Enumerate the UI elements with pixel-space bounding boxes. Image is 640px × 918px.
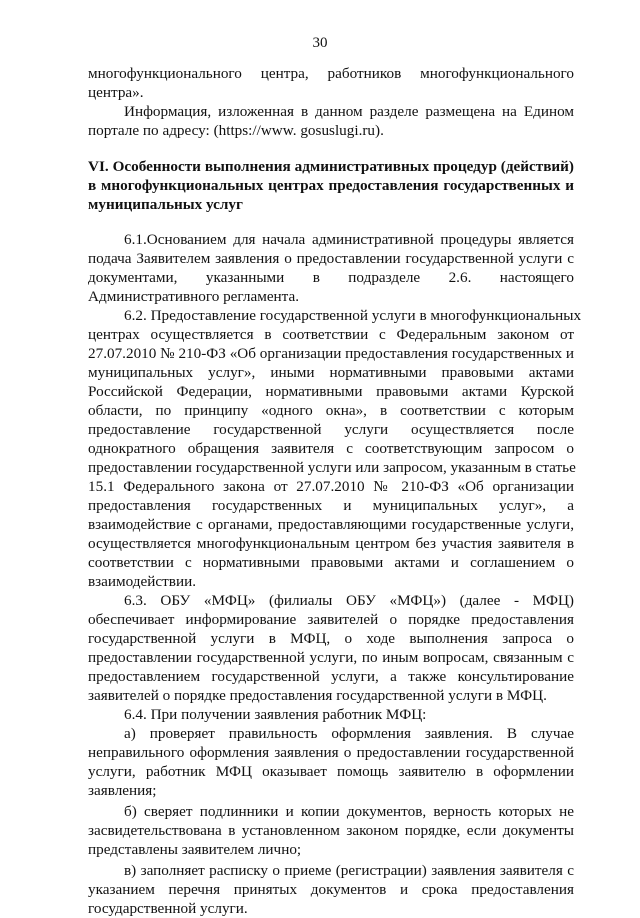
text-line: предоставлении государственной услуги или запросом, указанным в статье bbox=[88, 459, 576, 476]
text-line: неправильного оформления заявления о предоставлении государственной bbox=[88, 744, 574, 761]
text-line: б) сверяет подлинники и копии документов, верность которых не bbox=[124, 803, 574, 820]
text-line: обеспечивает информирование заявителей о порядке предоставления bbox=[88, 611, 574, 628]
text-line: государственной услуги в МФЦ, о ходе выполнения запроса о bbox=[88, 630, 574, 647]
text-line: портале по адресу: (https://www. gosuslugi.ru). bbox=[88, 122, 384, 139]
text-line: 6.3. ОБУ «МФЦ» (филиалы ОБУ «МФЦ») (далее - МФЦ) bbox=[124, 592, 574, 609]
text-line: заявления; bbox=[88, 782, 157, 799]
text-line: 27.07.2010 № 210-ФЗ «Об организации предоставления государственных и bbox=[88, 345, 574, 362]
text-line: области, по принципу «одного окна», в соответствии с которым bbox=[88, 402, 574, 419]
text-line: центрах осуществляется в соответствии с Федеральным законом от bbox=[88, 326, 574, 343]
text-line: указанием перечня принятых документов и срока предоставления bbox=[88, 881, 574, 898]
text-line: муниципальных услуг», иными нормативными правовыми актами bbox=[88, 364, 574, 381]
text-line: 6.2. Предоставление государственной услуги в многофункциональных bbox=[124, 307, 582, 324]
text-line: 6.4. При получении заявления работник МФЦ: bbox=[124, 706, 427, 723]
text-line: многофункционального центра, работников многофункционального bbox=[88, 65, 574, 82]
text-line: услуги, работник МФЦ оказывает помощь заявителю в оформлении bbox=[88, 763, 574, 780]
text-line: засвидетельствована в установленном законом порядке, если документы bbox=[88, 822, 574, 839]
text-line: осуществляется многофункциональным центром без участия заявителя в bbox=[88, 535, 574, 552]
text-line: взаимодействие с органами, предоставляющими государственные услуги, bbox=[88, 516, 574, 533]
text-line: в) заполняет расписку о приеме (регистрации) заявления заявителя с bbox=[124, 862, 574, 879]
text-line: подача Заявителем заявления о предоставлении государственной услуги с bbox=[88, 250, 574, 267]
text-line: заявителей о порядке предоставления государственной услуги в МФЦ. bbox=[88, 687, 547, 704]
text-line: центра». bbox=[88, 84, 144, 101]
text-line: предоставлении государственной услуги, по иным вопросам, связанным с bbox=[88, 649, 574, 666]
text-line: документами, указанными в подразделе 2.6. настоящего bbox=[88, 269, 574, 286]
text-line: однократного обращения заявителя с соответствующим запросом о bbox=[88, 440, 574, 457]
page-number: 30 bbox=[312, 35, 328, 51]
text-line: взаимодействии. bbox=[88, 573, 197, 590]
text-line: Административного регламента. bbox=[88, 288, 300, 305]
text-line: предоставление государственной услуги осуществляется после bbox=[88, 421, 574, 438]
text-line: а) проверяет правильность оформления заявления. В случае bbox=[124, 725, 574, 742]
text-line: Российской Федерации, нормативными правовыми актами Курской bbox=[88, 383, 574, 400]
text-line: в многофункциональных центрах предоставления государственных и bbox=[88, 177, 574, 194]
text-line: предоставлением государственной услуги, а также консультирование bbox=[88, 668, 574, 685]
text-line: Информация, изложенная в данном разделе размещена на Едином bbox=[124, 103, 574, 120]
text-line: соответствии с нормативными правовыми актами и соглашением о bbox=[88, 554, 574, 571]
text-line: государственной услуги. bbox=[88, 900, 248, 917]
text-line: 6.1.Основанием для начала административной процедуры является bbox=[124, 231, 574, 248]
text-line: муниципальных услуг bbox=[88, 196, 243, 213]
text-line: 15.1 Федерального закона от 27.07.2010 № 210-ФЗ «Об организации bbox=[88, 478, 574, 495]
text-line: представлены заявителем лично; bbox=[88, 841, 302, 858]
text-line: предоставления государственных и муниципальных услуг», а bbox=[88, 497, 574, 514]
text-line: VI. Особенности выполнения административных процедур (действий) bbox=[88, 158, 574, 175]
